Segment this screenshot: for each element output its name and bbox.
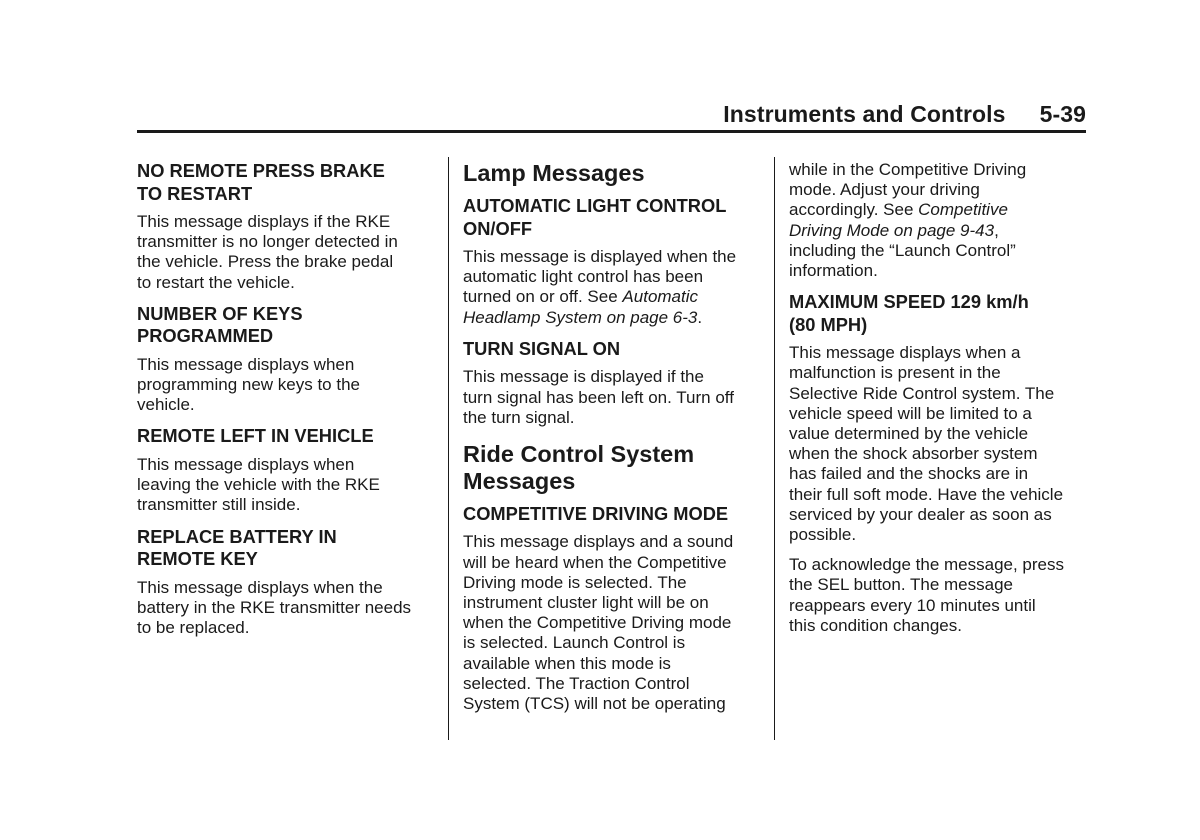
text-line: the SEL button. The message	[789, 575, 1013, 595]
text-line: selected. The Traction Control	[463, 673, 690, 693]
text-line: vehicle.	[137, 395, 195, 415]
text-line: while in the Competitive Driving	[789, 160, 1027, 179]
heading-line: Lamp Messages	[463, 160, 645, 186]
text-line: leaving the vehicle with the RKE	[137, 475, 380, 495]
text-line: Selective Ride Control system. The	[789, 383, 1055, 403]
text-fragment: turned on or off. See	[463, 287, 623, 307]
heading-line: REPLACE BATTERY IN	[137, 525, 337, 547]
cross-reference-link[interactable]: Competitive	[918, 200, 1008, 220]
heading-line: Ride Control System	[463, 440, 695, 467]
text-line: This message displays if the RKE	[137, 212, 391, 231]
heading-remote-left	[137, 425, 437, 448]
text-fragment: accordingly. See	[789, 200, 919, 220]
paragraph-no-remote	[137, 212, 437, 293]
paragraph-competitive-continued	[789, 160, 1089, 281]
text-line: transmitter is no longer detected in	[137, 232, 398, 252]
text-line: when the Competitive Driving mode	[463, 613, 732, 633]
cross-reference-link[interactable]: Driving Mode on page 9-43	[789, 220, 995, 240]
paragraph-replace-battery	[137, 578, 437, 639]
text-line: their full soft mode. Have the vehicle	[789, 484, 1064, 504]
heading-line: AUTOMATIC LIGHT CONTROL	[463, 195, 727, 216]
text-line: This message displays when	[137, 354, 355, 374]
heading-line: COMPETITIVE DRIVING MODE	[463, 502, 729, 524]
text-fragment: ,	[994, 220, 999, 240]
header-text	[723, 101, 1086, 128]
column-left	[137, 160, 437, 648]
text-line: will be heard when the Competitive	[463, 552, 727, 572]
text-line	[463, 287, 763, 307]
text-line: This message displays when a	[789, 343, 1021, 363]
column-right	[789, 160, 1089, 646]
page-number: 5-39	[1039, 101, 1086, 127]
text-line: this condition changes.	[789, 615, 962, 635]
text-line	[789, 200, 1089, 220]
text-line: has failed and the shocks are in	[789, 464, 1029, 484]
section-title: Instruments and Controls	[723, 101, 1006, 127]
text-line: value determined by the vehicle	[789, 424, 1029, 444]
page-header	[137, 100, 1086, 133]
paragraph-automatic-light-control	[463, 247, 763, 328]
heading-line: REMOTE KEY	[137, 548, 258, 570]
text-line: System (TCS) will not be operating	[463, 694, 726, 714]
heading-line: MAXIMUM SPEED 129 km/h	[789, 291, 1029, 313]
text-line: available when this mode is	[463, 653, 671, 673]
text-line: possible.	[789, 525, 857, 545]
heading-no-remote	[137, 160, 437, 205]
heading-line: NO REMOTE PRESS BRAKE	[137, 160, 385, 181]
text-line: to be replaced.	[137, 617, 250, 637]
text-line: serviced by your dealer as soon as	[789, 504, 1052, 524]
paragraph-remote-left	[137, 455, 437, 516]
heading-replace-battery	[137, 526, 437, 571]
heading-turn-signal-on	[463, 338, 763, 361]
text-line: This message is displayed if the	[463, 367, 704, 387]
heading-number-of-keys	[137, 303, 437, 348]
text-line: This message is displayed when the	[463, 247, 737, 266]
column-divider	[774, 157, 775, 740]
cross-reference-link[interactable]: Headlamp System on page 6-3	[463, 307, 698, 327]
heading-line: TURN SIGNAL ON	[463, 337, 621, 359]
paragraph-acknowledge	[789, 555, 1089, 636]
paragraph-turn-signal-on	[463, 367, 763, 428]
text-line: including the “Launch Control”	[789, 240, 1016, 260]
paragraph-number-of-keys	[137, 355, 437, 416]
text-line: This message displays and a sound	[463, 532, 734, 552]
column-divider	[448, 157, 449, 740]
heading-line: Messages	[463, 467, 576, 494]
heading-line: (80 MPH)	[789, 313, 868, 335]
text-line: automatic light control has been	[463, 267, 704, 287]
heading-competitive-driving-mode	[463, 503, 763, 526]
text-line: instrument cluster light will be on	[463, 593, 709, 613]
heading-line: NUMBER OF KEYS	[137, 302, 303, 324]
text-line: Driving mode is selected. The	[463, 572, 687, 592]
heading-line: TO RESTART	[137, 182, 253, 204]
text-line: when the shock absorber system	[789, 444, 1038, 464]
text-line: to restart the vehicle.	[137, 272, 295, 292]
text-line: vehicle speed will be limited to a	[789, 403, 1032, 423]
text-fragment: .	[697, 307, 703, 327]
text-line: the turn signal.	[463, 407, 575, 427]
text-line: malfunction is present in the	[789, 363, 1001, 383]
text-line: This message displays when	[137, 454, 355, 474]
paragraph-maximum-speed	[789, 343, 1089, 545]
text-line: battery in the RKE transmitter needs	[137, 597, 412, 617]
section-heading-lamp-messages	[463, 160, 763, 187]
cross-reference-link[interactable]: Automatic	[622, 287, 699, 307]
text-line: programming new keys to the	[137, 375, 360, 395]
text-line: To acknowledge the message, press	[789, 555, 1064, 575]
heading-automatic-light-control	[463, 195, 763, 240]
text-line: information.	[789, 261, 878, 281]
text-line: This message displays when the	[137, 577, 383, 597]
text-line: reappears every 10 minutes until	[789, 595, 1036, 615]
heading-line: PROGRAMMED	[137, 325, 274, 347]
text-line: the vehicle. Press the brake pedal	[137, 252, 394, 272]
heading-maximum-speed	[789, 291, 1089, 336]
text-line: transmitter still inside.	[137, 495, 301, 515]
section-heading-ride-control	[463, 441, 763, 495]
column-middle	[463, 160, 763, 724]
text-line	[463, 308, 763, 328]
paragraph-competitive-driving-mode	[463, 532, 763, 714]
text-line	[789, 221, 1089, 241]
text-line: turn signal has been left on. Turn off	[463, 387, 734, 407]
heading-line: REMOTE LEFT IN VEHICLE	[137, 425, 374, 447]
text-line: is selected. Launch Control is	[463, 633, 686, 653]
text-line: mode. Adjust your driving	[789, 180, 980, 200]
heading-line: ON/OFF	[463, 217, 533, 239]
